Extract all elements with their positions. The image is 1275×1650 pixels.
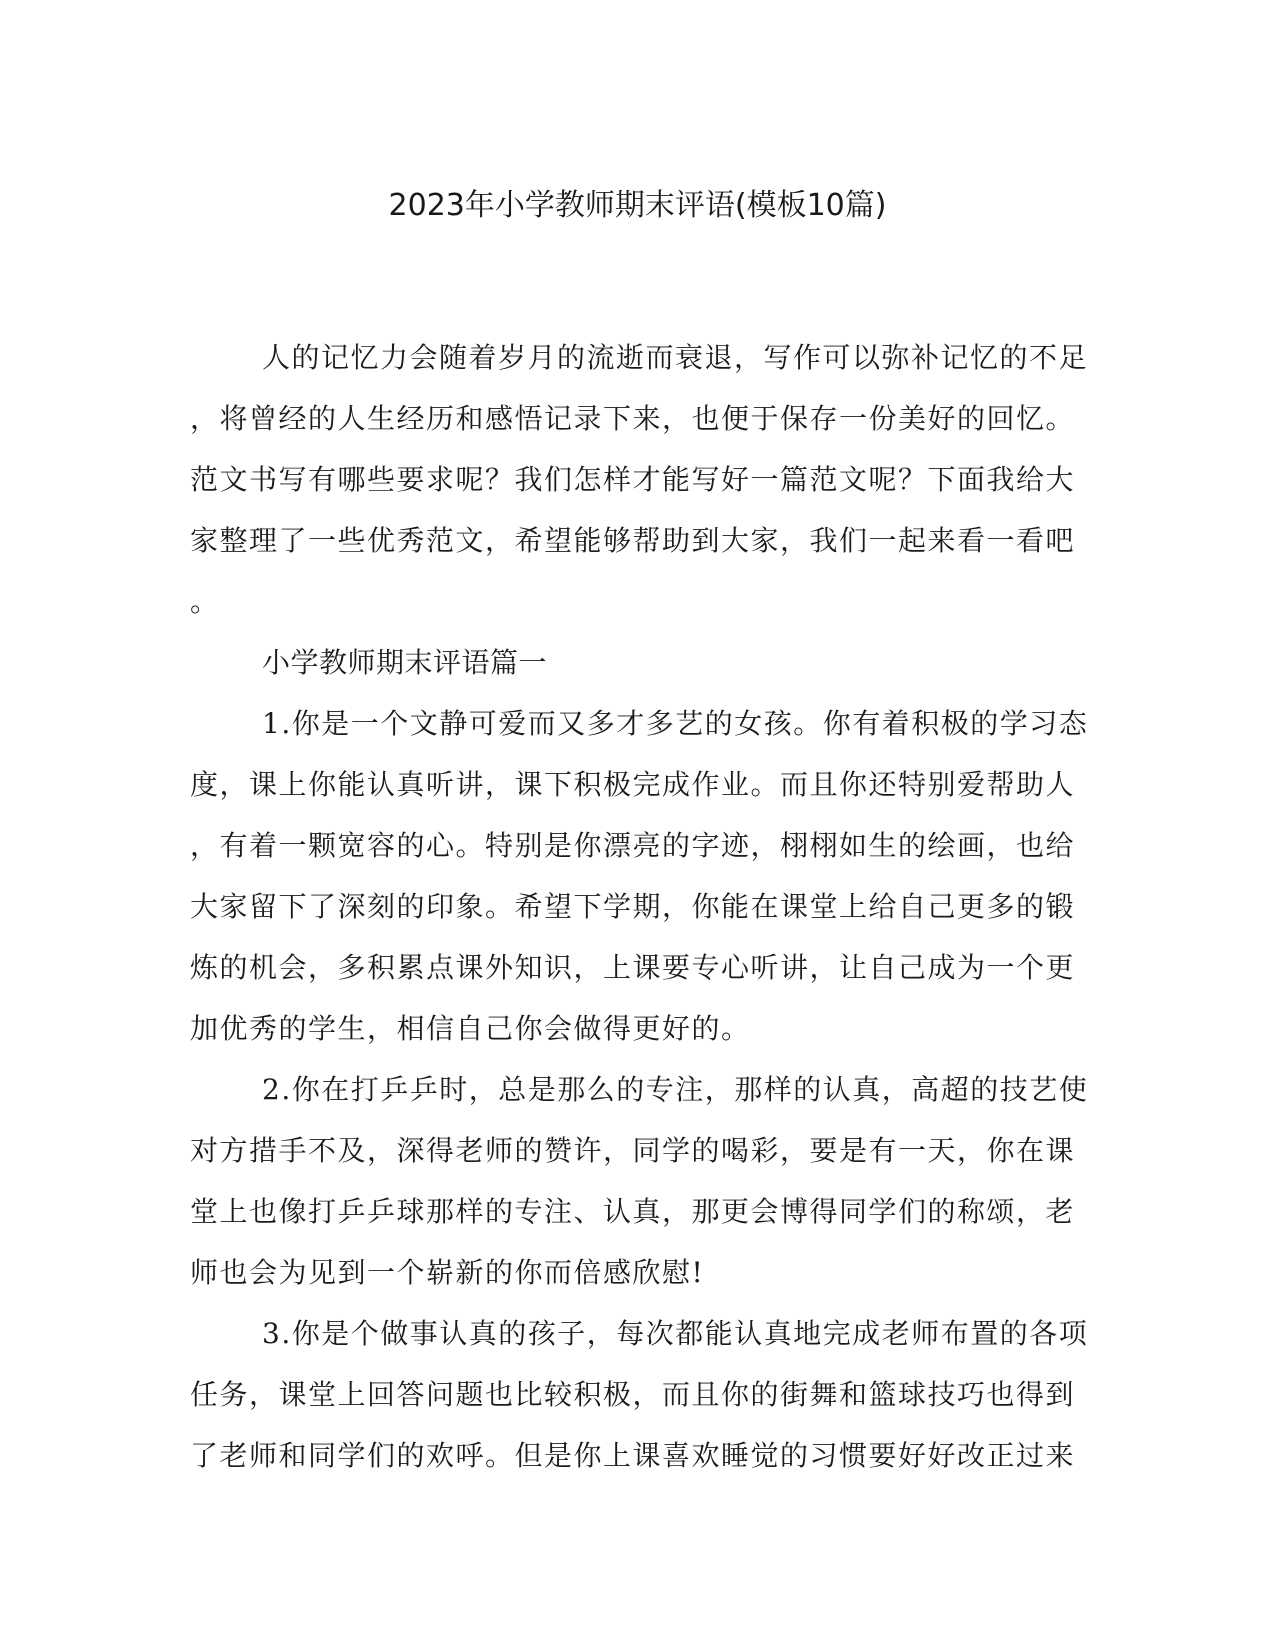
comment-paragraph-3 xyxy=(190,1303,1089,1486)
text-line: 人的记忆力会随着岁月的流逝而衰退，写作可以弥补记忆的不足 xyxy=(262,341,1089,374)
text-line: 2.你在打乒乒时，总是那么的专注，那样的认真，高超的技艺使 xyxy=(262,1073,1089,1106)
text-line: 家整理了一些优秀范文，希望能够帮助到大家，我们一起来看一看吧 xyxy=(190,524,1076,557)
text-line: 了老师和同学们的欢呼。但是你上课喜欢睡觉的习惯要好好改正过来 xyxy=(190,1439,1076,1472)
section-heading: 小学教师期末评语篇一 xyxy=(262,646,548,679)
text-line: 炼的机会，多积累点课外知识，上课要专心听讲，让自己成为一个更 xyxy=(190,951,1076,984)
document-title: 2023年小学教师期末评语(模板10篇) xyxy=(388,188,887,223)
document-body xyxy=(190,327,1089,1486)
intro-paragraph xyxy=(190,327,1089,632)
text-line: 。 xyxy=(190,585,220,618)
comment-paragraph-2 xyxy=(190,1059,1089,1303)
text-line: ，将曾经的人生经历和感悟记录下来，也便于保存一份美好的回忆。 xyxy=(190,402,1076,435)
text-line: 堂上也像打乒乒球那样的专注、认真，那更会博得同学们的称颂，老 xyxy=(190,1195,1076,1228)
comment-paragraph-1 xyxy=(190,693,1089,1059)
text-line: 范文书写有哪些要求呢？我们怎样才能写好一篇范文呢？下面我给大 xyxy=(190,463,1076,496)
text-line: 度，课上你能认真听讲，课下积极完成作业。而且你还特别爱帮助人 xyxy=(190,768,1076,801)
text-line: 3.你是个做事认真的孩子，每次都能认真地完成老师布置的各项 xyxy=(262,1317,1089,1350)
text-line: 加优秀的学生，相信自己你会做得更好的。 xyxy=(190,1012,751,1045)
text-line: 师也会为见到一个崭新的你而倍感欣慰! xyxy=(190,1256,705,1289)
text-line: 1.你是一个文静可爱而又多才多艺的女孩。你有着积极的学习态 xyxy=(262,707,1089,740)
text-line: 任务，课堂上回答问题也比较积极，而且你的街舞和篮球技巧也得到 xyxy=(190,1378,1076,1411)
text-line: 大家留下了深刻的印象。希望下学期，你能在课堂上给自己更多的锻 xyxy=(190,890,1076,923)
text-line: ，有着一颗宽容的心。特别是你漂亮的字迹，栩栩如生的绘画，也给 xyxy=(190,829,1076,862)
text-line: 对方措手不及，深得老师的赞许，同学的喝彩，要是有一天，你在课 xyxy=(190,1134,1076,1167)
